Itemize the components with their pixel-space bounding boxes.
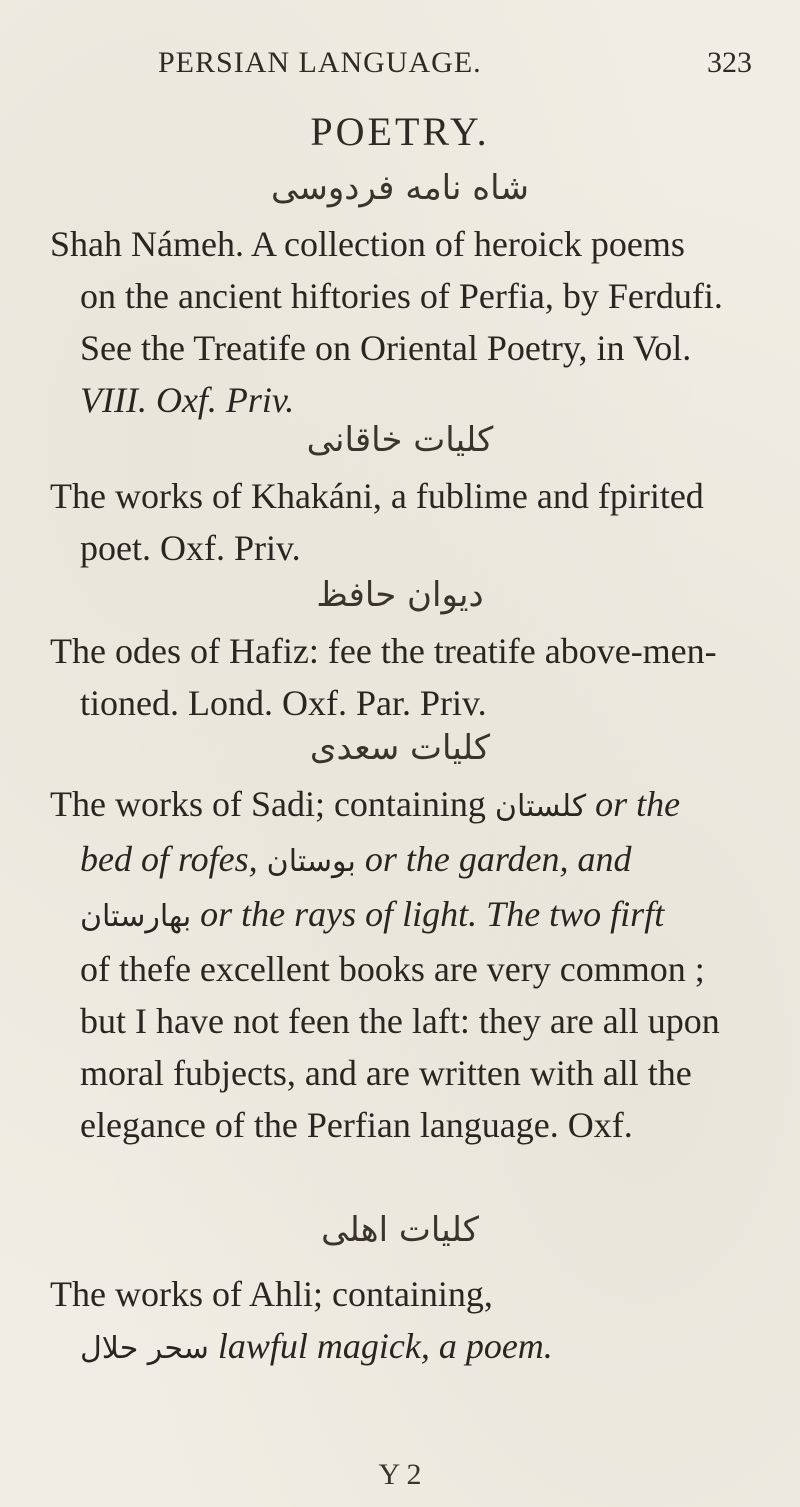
entry-line-text: bed of rofes, xyxy=(80,839,258,879)
signature-mark: Y 2 xyxy=(378,1458,422,1491)
inline-the: the xyxy=(636,784,681,824)
running-head: PERSIAN LANGUAGE. xyxy=(158,46,482,79)
page-header xyxy=(0,46,800,86)
entry-line: The works of Khakáni, a fublime and fpirited xyxy=(50,476,704,516)
arabic-inline-bustan: بوستان xyxy=(266,844,356,879)
entry-line-text: or the rays of light. The two firft xyxy=(200,894,665,934)
arabic-inline-golestan: کلستان xyxy=(494,789,587,824)
section-title: POETRY. xyxy=(310,109,490,154)
entry-heading-sadi: کلیات سعدی xyxy=(309,728,491,768)
entry-hafiz xyxy=(30,625,770,729)
entry-line: but I have not feen the laft: they are all upon xyxy=(80,1001,720,1041)
entry-line: See the Treatife on Oriental Poetry, in Vol. xyxy=(80,328,692,368)
arabic-inline-beharestan: بهارستان xyxy=(80,899,192,934)
entry-line xyxy=(30,1320,770,1375)
entry-heading-khakani: کلیات خاقانی xyxy=(306,420,494,460)
arabic-inline-sehr-halal: سحر حلال xyxy=(80,1331,209,1366)
entry-line: poet. Oxf. Priv. xyxy=(80,528,301,568)
entry-line: of thefe excellent books are very common ; xyxy=(80,949,705,989)
entry-line xyxy=(30,833,770,888)
entry-line-text: The works of Sadi; containing xyxy=(50,784,486,824)
inline-or: or xyxy=(595,784,628,824)
entry-line-text: lawful magick, a poem. xyxy=(217,1326,553,1366)
entry-line: The works of Ahli; containing, xyxy=(50,1274,493,1314)
entry-line: Shah Námeh. A collection of heroick poems xyxy=(50,224,685,264)
entry-line: moral fubjects, and are written with all the xyxy=(80,1053,692,1093)
entry-line: tioned. Lond. Oxf. Par. Priv. xyxy=(80,683,487,723)
entry-shahnameh xyxy=(30,218,770,426)
entry-heading-shahnameh: شاه نامه فردوسی xyxy=(271,168,529,208)
entry-line: on the ancient hiftories of Perfia, by Ferdufi. xyxy=(80,276,723,316)
entry-khakani xyxy=(30,470,770,574)
entry-heading-ahli: کلیات اهلی xyxy=(321,1210,479,1250)
entry-line: elegance of the Perfian language. Oxf. xyxy=(80,1105,633,1145)
entry-line-text: or the garden, and xyxy=(364,839,632,879)
page-number: 323 xyxy=(707,46,752,79)
entry-line xyxy=(30,778,770,833)
entry-sadi xyxy=(30,778,770,1151)
entry-ahli xyxy=(30,1268,770,1375)
entry-heading-hafiz: دیوان حافظ xyxy=(316,575,484,615)
entry-line xyxy=(30,888,770,943)
entry-line: VIII. Oxf. Priv. xyxy=(80,380,295,420)
entry-line: The odes of Hafiz: fee the treatife above-men- xyxy=(50,631,717,671)
